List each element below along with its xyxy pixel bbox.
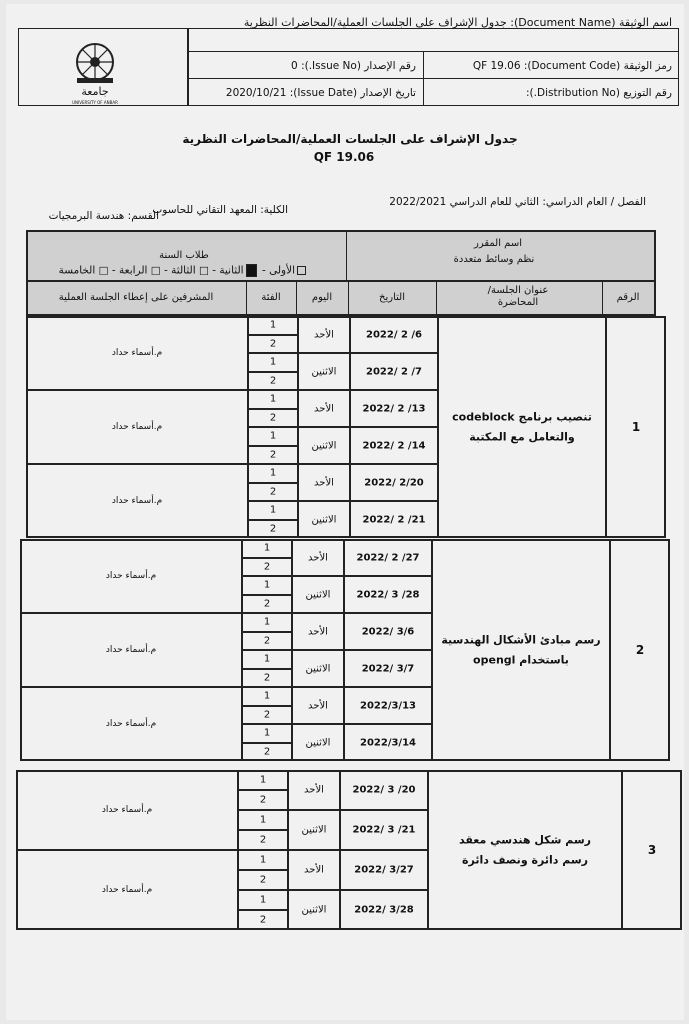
session-title-line1: رسم شكل هندسي معقد xyxy=(458,833,592,847)
group-2: 2 xyxy=(263,635,271,647)
issue-number: رقم الإصدار (Issue No.): 0 xyxy=(291,60,416,72)
document-title: جدول الإشراف على الجلسات العملية/المحاضرات النظرية xyxy=(182,132,518,146)
col-date-label: التاريخ xyxy=(379,292,405,303)
group-1: 1 xyxy=(259,774,267,786)
logo-subtext: UNIVERSITY OF ANBAR xyxy=(72,100,118,105)
year-option-first: الأولى - xyxy=(261,264,295,277)
group-1: 1 xyxy=(259,894,267,906)
document-code: رمز الوثيقة (Document Code): QF 19.06 xyxy=(472,60,672,72)
day-sunday: الأحد xyxy=(314,403,334,414)
group-1: 1 xyxy=(269,467,277,479)
session-title-line1: تنصيب برنامج codeblock xyxy=(452,410,592,424)
session-title-line2: والتعامل مع المكتبة xyxy=(469,430,575,444)
header-row1 xyxy=(188,28,679,52)
date-value: 2022/ 3/6 xyxy=(361,626,415,637)
date-value: 2022/ 2 /27 xyxy=(356,552,420,563)
group-2: 2 xyxy=(263,672,271,684)
title-cell xyxy=(432,539,610,761)
group-1: 1 xyxy=(263,579,271,591)
day-monday: الاثنين xyxy=(305,663,331,674)
date-value: 2022/ 3/27 xyxy=(354,864,414,876)
col-number-label: الرقم xyxy=(616,292,640,303)
day-monday: الاثنين xyxy=(305,589,331,600)
group-1: 1 xyxy=(263,616,271,628)
group-2: 2 xyxy=(263,709,271,721)
supervisor-name: م.أسماء حداد xyxy=(111,422,163,432)
supervisor-name: م.أسماء حداد xyxy=(105,571,157,581)
date-value: 2022/3/14 xyxy=(359,737,417,748)
checkbox-second-year xyxy=(246,264,257,277)
day-sunday: الأحد xyxy=(314,477,334,488)
date-value: 2022/ 3 /20 xyxy=(352,784,416,796)
col-title-label: عنوان الجلسة/المحاضرة xyxy=(487,285,549,308)
day-sunday: الأحد xyxy=(308,552,328,563)
supervisor-name: م.أسماء حداد xyxy=(101,805,153,815)
section-number: 2 xyxy=(635,643,645,657)
supervisor-name: م.أسماء حداد xyxy=(105,719,157,729)
day-monday: الاثنين xyxy=(311,366,337,377)
logo-text: جامعة xyxy=(81,85,109,98)
day-sunday: الأحد xyxy=(304,784,324,796)
title-cell xyxy=(438,316,606,538)
group-1: 1 xyxy=(259,814,267,826)
group-1: 1 xyxy=(269,504,277,516)
day-monday: الاثنين xyxy=(301,904,327,916)
university-logo xyxy=(63,38,127,106)
department: القسم: هندسة البرمجيات xyxy=(48,210,159,222)
date-value: 2022/ 2 /14 xyxy=(362,440,426,451)
col-day-label: اليوم xyxy=(311,292,333,303)
group-2: 2 xyxy=(269,412,277,424)
date-value: 2022/3/13 xyxy=(359,700,417,711)
group-2: 2 xyxy=(269,523,277,535)
checkbox-first-year xyxy=(297,266,306,275)
group-2: 2 xyxy=(259,874,267,886)
semester-year: الفصل / العام الدراسي: الثاني للعام الدراسي 2022/2021 xyxy=(389,196,646,208)
section-number: 3 xyxy=(647,843,657,857)
date-value: 2022/ 2 /6 xyxy=(365,329,423,340)
supervisor-name: م.أسماء حداد xyxy=(101,885,153,895)
supervisor-name: م.أسماء حداد xyxy=(111,348,163,358)
document-name: اسم الوثيقة (Document Name): جدول الإشراف على الجلسات العملية/المحاضرات النظرية xyxy=(243,16,672,29)
date-value: 2022/ 3 /21 xyxy=(352,824,416,836)
document-page xyxy=(6,4,684,1020)
session-title-line2: باستخدام opengl xyxy=(473,653,569,667)
group-2: 2 xyxy=(259,834,267,846)
group-2: 2 xyxy=(259,914,267,926)
year-options xyxy=(59,264,308,277)
day-monday: الاثنين xyxy=(311,514,337,525)
date-value: 2022/ 2 /7 xyxy=(365,366,423,377)
title-cell xyxy=(428,770,622,930)
date-value: 2022/ 3/28 xyxy=(354,904,414,916)
session-title-line1: رسم مبادئ الأشكال الهندسية xyxy=(441,633,601,647)
group-2: 2 xyxy=(269,449,277,461)
day-sunday: الأحد xyxy=(308,700,328,711)
day-monday: الاثنين xyxy=(301,824,327,836)
year-label: طلاب السنة xyxy=(159,250,209,261)
date-value: 2022/ 3/7 xyxy=(361,663,415,674)
issue-date: تاريخ الإصدار (Issue Date): 2020/10/21 xyxy=(225,87,416,99)
group-2: 2 xyxy=(269,338,277,350)
group-1: 1 xyxy=(263,727,271,739)
group-1: 1 xyxy=(263,690,271,702)
day-monday: الاثنين xyxy=(305,737,331,748)
group-2: 2 xyxy=(263,561,271,573)
group-1: 1 xyxy=(269,393,277,405)
supervisor-name: م.أسماء حداد xyxy=(105,645,157,655)
group-1: 1 xyxy=(269,319,277,331)
supervisor-name: م.أسماء حداد xyxy=(111,496,163,506)
year-option-rest: الثانية - □ الثالثة - □ الرابعة - □ الخامسة xyxy=(58,264,244,277)
document-code-title: QF 19.06 xyxy=(313,150,375,164)
day-monday: الاثنين xyxy=(311,440,337,451)
col-supervisors-label: المشرفين على إعطاء الجلسة العملية xyxy=(58,292,214,303)
group-1: 1 xyxy=(263,542,271,554)
date-value: 2022/ 2 /21 xyxy=(362,514,426,525)
distribution-number: رقم التوزيع (Distribution No.): xyxy=(526,87,672,99)
day-sunday: الأحد xyxy=(314,329,334,340)
group-2: 2 xyxy=(259,794,267,806)
session-title-line2: رسم دائرة ونصف دائرة xyxy=(462,853,588,867)
group-2: 2 xyxy=(263,598,271,610)
day-sunday: الأحد xyxy=(304,864,324,876)
section-number: 1 xyxy=(631,420,641,434)
date-value: 2022/ 2 /13 xyxy=(362,403,426,414)
col-group-label: الفئة xyxy=(261,292,281,303)
date-value: 2022/ 2/20 xyxy=(364,477,424,488)
group-2: 2 xyxy=(269,375,277,387)
date-value: 2022/ 3 /28 xyxy=(356,589,420,600)
college: الكلية: المعهد التقاني للحاسوب xyxy=(152,204,288,216)
group-1: 1 xyxy=(269,356,277,368)
group-1: 1 xyxy=(269,430,277,442)
day-sunday: الأحد xyxy=(308,626,328,637)
group-1: 1 xyxy=(259,854,267,866)
group-2: 2 xyxy=(269,486,277,498)
group-1: 1 xyxy=(263,653,271,665)
course-label: اسم المقرر xyxy=(473,238,523,249)
group-2: 2 xyxy=(263,746,271,758)
course-name: نظم وسائط متعددة xyxy=(453,254,535,265)
